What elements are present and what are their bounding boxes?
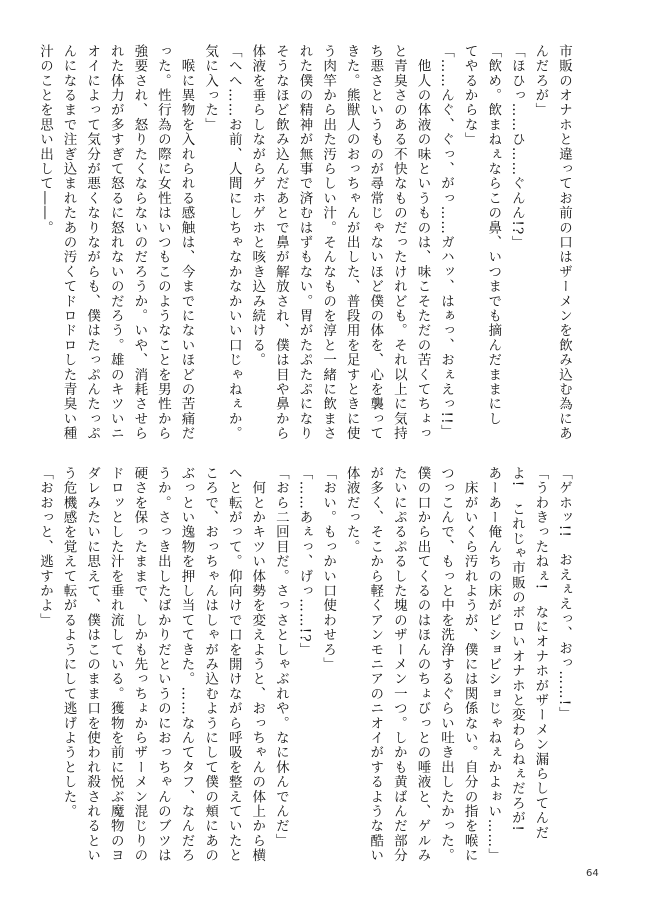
text-line: たいにぷるぷるした塊のザーメン一つ。しかも黄ばんだ部分 [390, 466, 407, 863]
text-line: った。性行為の際に女性はいつもこのようなことを男性から [154, 44, 171, 441]
text-line: 強要され、怒りたくならないのだろうか。いや、消耗させら [131, 44, 148, 441]
text-line: 「へへ……お前、人間にしちゃなかなかいい口じゃねぇか。 [225, 44, 242, 441]
page-number: 64 [586, 868, 599, 879]
text-line: う危機感を覚えて転がるようにして逃げようとした。 [60, 466, 77, 819]
text-line: てやるからな」 [461, 44, 478, 147]
text-line: 「おい。もっかい口使わせろ」 [320, 466, 337, 672]
text-line: うか。さっき出したばかりだというのにおっちゃんのブツは [154, 466, 171, 863]
text-line: れた体力が多すぎて怒るに怒れないのだろう。雄のキツいニ [107, 44, 124, 441]
text-line: へと転がって。仰向けで口を開けながら呼吸を整えていたと [225, 466, 242, 863]
text-line: 「ほひっ……ひ……ぐんん!?」 [508, 44, 525, 251]
text-line: う肉竿から出た汚らしい汁。そんなものを淳と一緒に飲まさ [320, 44, 337, 441]
upper-text-column [36, 44, 575, 442]
text-line: そうなほど飲み込んだあとで鼻が解放され、僕は目や鼻から [272, 44, 289, 441]
lower-text-column [36, 466, 575, 864]
text-line: んだろが」 [532, 44, 549, 118]
text-line: ダレみたいに思えて、僕はこのまま口を使われ殺されるとい [84, 466, 101, 863]
text-line: つっこんで、もっと中を洗浄するぐらい吐き出したかった。 [438, 466, 455, 863]
text-line: 気に入った」 [202, 44, 219, 133]
text-line: 喉に異物を入れられる感触は、今までにないほどの苦痛だ [178, 44, 195, 441]
text-line: オイによって気分が悪くなりながらも、僕はたっぷんたっぷ [84, 44, 101, 441]
text-line: きた。熊獣人のおっちゃんが出した、普段用を足すときに使 [343, 44, 360, 441]
text-line: あーあー俺んちの床がビショビショじゃねぇかよぉい……」 [485, 466, 502, 863]
text-line: 「ゲホッ!! おえぇえっ、おっ……!」 [556, 466, 572, 722]
text-line: 床がいくら汚れようが、僕には関係ない。自分の指を喉に [461, 466, 478, 863]
text-line: 市販のオナホと違ってお前の口はザーメンを飲み込む為にあ [556, 44, 572, 441]
text-line: 体液だった。 [343, 466, 360, 555]
text-line: ドロッとした汁を垂れ流している。獲物を前に悦ぶ魔物のヨ [107, 466, 124, 863]
text-line: が多く、そこから軽くアンモニアのニオイがするような酷い [367, 466, 384, 863]
text-line: れた僕の精神が無事で済むはずもない。胃がたぷたぷになり [296, 44, 313, 441]
text-line: 「飲め。飲まねぇならこの鼻、いつまでも摘んだままにし [485, 44, 502, 427]
text-line: 「……んぐ、ぐっ、がっ……ガハッ、はぁっ、おぇえっ!!」 [438, 44, 455, 440]
text-line: ぶっとい逸物を押し当ててきた。……なんてタフ、なんだろ [178, 466, 195, 863]
text-line: 硬さを保ったままで、しかも先っちょからザーメン混じりの [131, 466, 148, 863]
text-line: 他人の体液の味というものは、味こそただの苦くてちょっ [414, 44, 431, 441]
text-line: 僕の口から出てくるのはほんのちょびっとの唾液と、ゲルみ [414, 466, 431, 863]
text-line: 「うわきったねぇ! なにオナホがザーメン漏らしてんだ [532, 466, 549, 841]
text-line: ち悪さというものが尋常じゃないほど僕の体を、心を襲って [367, 44, 384, 441]
text-line: と青臭さのある不快なものだったけれども。それ以上に気持 [390, 44, 407, 441]
text-line: んになるまで注ぎ込まれたあの汚くてドロドロした青臭い種 [60, 44, 77, 441]
text-line: 「おら二回目だ。さっさとしゃぶれや。なに休んでんだ」 [272, 466, 289, 849]
text-line: 汁のことを思い出して――。 [36, 44, 53, 236]
text-line: 「おおっと、逃すかよ」 [36, 466, 53, 628]
text-line: 体液を垂らしながらゲホゲホと咳き込み続ける。 [249, 44, 266, 368]
text-line: よ! これじゃ市販のボロいオナホと変わらねぇだろが! [508, 466, 525, 833]
text-line: 「……あぇっ、げっ……!?」 [296, 466, 313, 658]
text-line: 何とかキツい体勢を変えようと、おっちゃんの体上から横 [249, 466, 266, 863]
text-line: ころで、おっちゃんはしゃがみ込むようにして僕の頬にあの [202, 466, 219, 863]
